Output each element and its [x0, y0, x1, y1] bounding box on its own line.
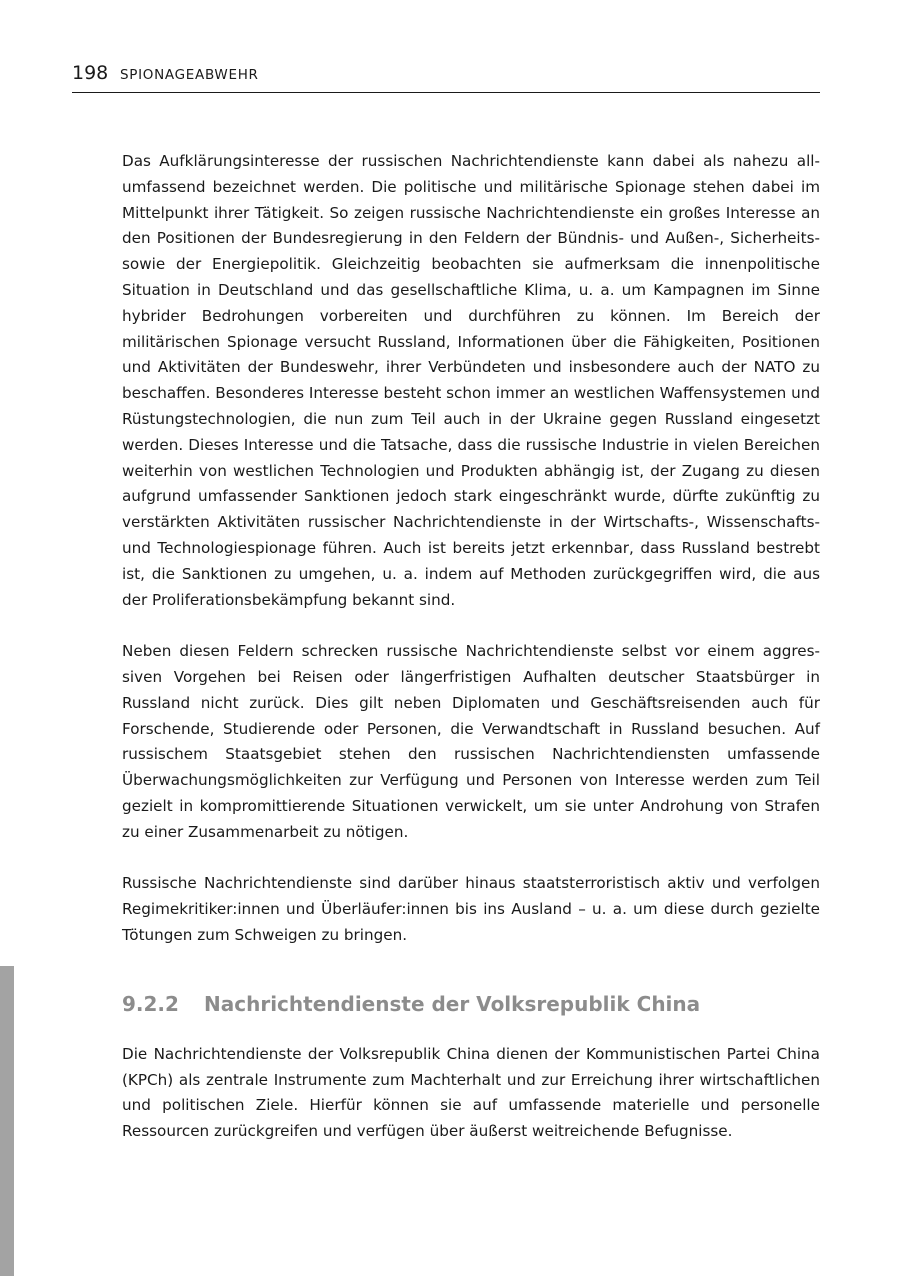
main-content — [122, 149, 820, 1145]
running-title: SPIONAGEABWEHR — [120, 67, 259, 83]
section-title: Nachrichtendienste der Volksrepublik China — [204, 991, 701, 1016]
page-number: 198 — [72, 62, 109, 84]
paragraph-russia-terrorism: Russische Nachrichtendienste sind darüber hinaus staatsterroristisch aktiv und verfolgen Regimekritiker:innen und Überläufer:innen bis ins Ausland – u. a. um diese durch gezielte Tötungen zum Schweigen zu bringen. — [122, 874, 820, 944]
page-header — [72, 58, 820, 93]
section-number: 9.2.2 — [122, 991, 179, 1016]
section-heading — [122, 989, 820, 1019]
chapter-thumb-tab — [0, 966, 14, 1276]
paragraph-russia-interests: Das Aufklärungsinteresse der russischen Nachrichtendienste kann dabei als nahezu allumfassend bezeichnet werden. Die politische und militärische Spionage stehen dabei im Mittelpunkt ihrer Tätigkeit. So zeigen russische Nachrichtendienste ein großes Interesse an den Positionen der Bundesregierung in den Feldern der Bündnis- und Außen-, Sicherheits- sowie der Energiepolitik. Gleichzeitig beobachten sie aufmerksam die innenpolitische Situation in Deutschland und das gesellschaftliche Klima, u. a. um Kampagnen im Sinne hybrider Bedrohungen vorbereiten und durchführen zu können. Im Bereich der militärischen Spionage versucht Russland, Informationen über die Fähigkeiten, Positionen und Aktivitäten der Bundeswehr, ihrer Verbündeten und insbesondere auch der NATO zu beschaffen. Besonderes Interesse besteht schon immer an westlichen Waffensystemen und Rüstungstechnologien, die nun zum Teil auch in der Ukraine gegen Russland eingesetzt werden. Dieses Interesse und die Tatsache, dass die russische Industrie in vielen Bereichen weiterhin von westlichen Technologien und Produkten abhängig ist, der Zugang zu diesen aufgrund umfassender Sanktionen jedoch stark eingeschränkt wurde, dürfte zukünftig zu verstärkten Aktivitäten russischer Nachrichtendienste in der Wirtschafts-, Wissenschafts- und Technologiespionage führen. Auch ist bereits jetzt erkennbar, dass Russland bestrebt ist, die Sanktionen zu umgehen, u. a. indem auf Methoden zurückgegriffen wird, die aus der Proliferationsbekämpfung bekannt sind. — [122, 152, 820, 609]
paragraph-russia-travel: Neben diesen Feldern schrecken russische Nachrichtendienste selbst vor einem aggressiven Vorgehen bei Reisen oder längerfristigen Aufhalten deutscher Staatsbürger in Russland nicht zurück. Dies gilt neben Diplomaten und Geschäftsreisenden auch für Forschende, Studierende oder Personen, die Verwandtschaft in Russland besuchen. Auf russischem Staatsgebiet stehen den russischen Nachrichtendiensten umfassende Überwachungsmöglichkeiten zur Verfügung und Personen von Interesse werden zum Teil gezielt in kompromittierende Situationen verwickelt, um sie unter Androhung von Strafen zu einer Zusammenarbeit zu nötigen. — [122, 642, 820, 841]
paragraph-china-services: Die Nachrichtendienste der Volksrepublik China dienen der Kommunistischen Partei China (KPCh) als zentrale Instrumente zum Machterhalt und zur Erreichung ihrer wirtschaftlichen und politischen Ziele. Hierfür können sie auf umfassende materielle und personelle Ressourcen zurückgreifen und verfügen über äußerst weitreichende Befugnisse. — [122, 1044, 820, 1141]
